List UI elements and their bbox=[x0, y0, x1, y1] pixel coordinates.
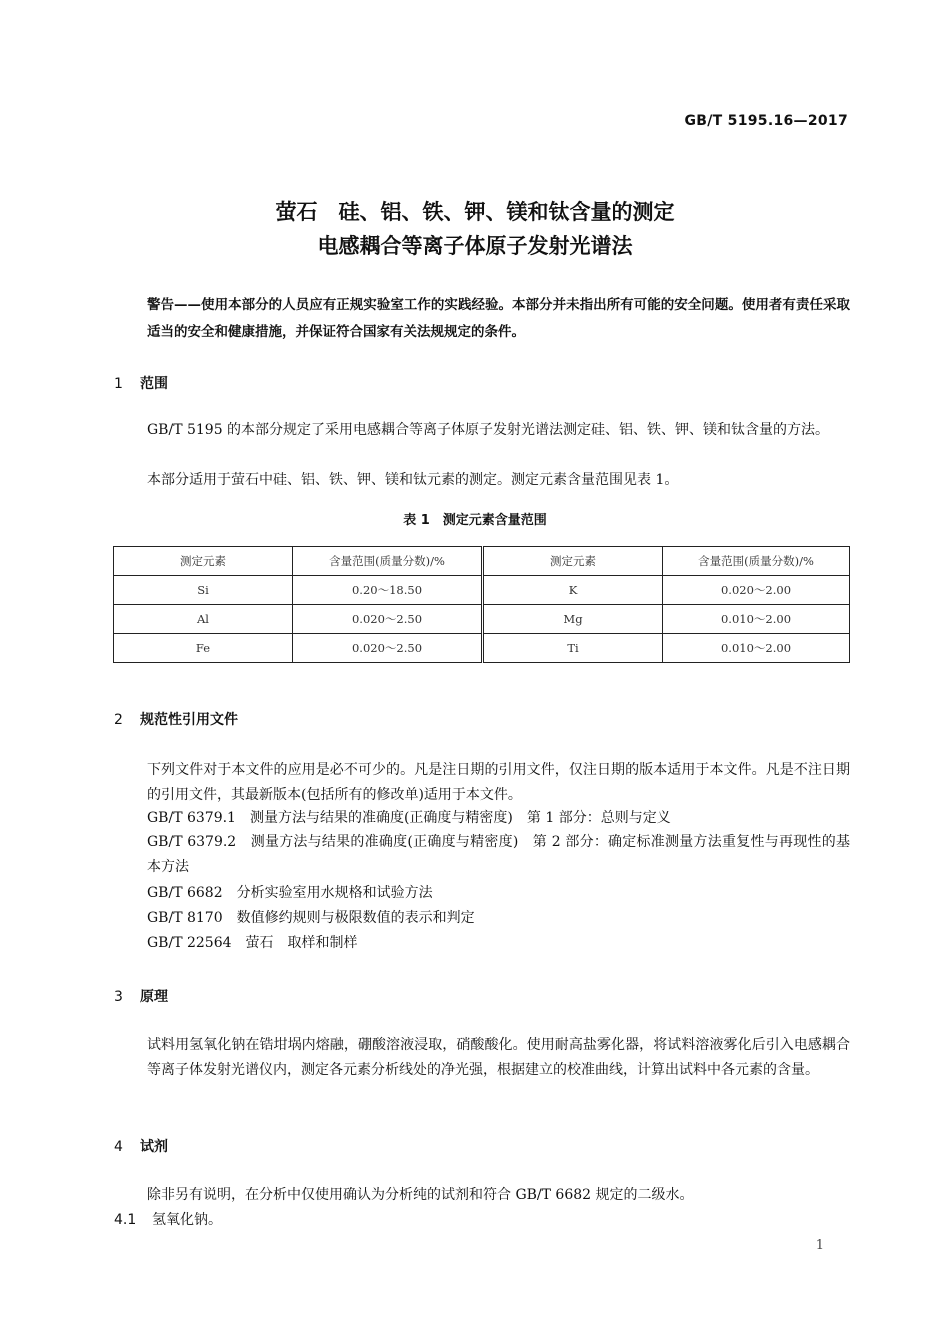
table-cell: Si bbox=[114, 576, 293, 605]
header-cell: 测定元素 bbox=[114, 547, 293, 576]
reference-item: GB/T 6379.2 测量方法与结果的准确度(正确度与精密度) 第 2 部分：确定标准测量方法重复性与再现性的基本方法 bbox=[147, 834, 850, 875]
table-cell: Mg bbox=[483, 605, 663, 634]
paragraph-text: 本部分适用于萤石中硅、铝、铁、钾、镁和钛元素的测定。测定元素含量范围见表 1。 bbox=[147, 472, 679, 488]
reference-item: GB/T 6682 分析实验室用水规格和试验方法 bbox=[147, 885, 433, 901]
table-cell: Ti bbox=[483, 634, 663, 663]
section-number: 2 bbox=[114, 712, 123, 728]
section-title: 规范性引用文件 bbox=[140, 712, 238, 728]
section-4-paragraph: 除非另有说明，在分析中仅使用确认为分析纯的试剂和符合 GB/T 6682 规定的二级水。 bbox=[147, 1187, 694, 1203]
document-title-line-1: 萤石 硅、铝、铁、钾、镁和钛含量的测定 bbox=[275, 200, 675, 224]
header-cell: 含量范围(质量分数)/% bbox=[663, 547, 850, 576]
table-cell: 0.020～2.50 bbox=[293, 605, 483, 634]
section-3-heading bbox=[114, 986, 168, 1006]
section-1-paragraph-1 bbox=[114, 418, 850, 443]
paragraph-text: 下列文件对于本文件的应用是必不可少的。凡是注日期的引用文件，仅注日期的版本适用于本文件。凡是不注日期的引用文件，其最新版本(包括所有的修改单)适用于本文件。 bbox=[147, 762, 850, 803]
section-2-intro bbox=[114, 758, 850, 808]
reference-item: GB/T 8170 数值修约规则与极限数值的表示和判定 bbox=[147, 910, 475, 926]
table-cell: 0.020～2.00 bbox=[663, 576, 850, 605]
table-row bbox=[114, 605, 850, 634]
table-cell: 0.010～2.00 bbox=[663, 605, 850, 634]
section-1-heading bbox=[114, 373, 168, 393]
clause-text: 氢氧化钠。 bbox=[152, 1212, 222, 1228]
warning-paragraph bbox=[114, 292, 850, 346]
table-cell: 0.020～2.50 bbox=[293, 634, 483, 663]
table-cell: Al bbox=[114, 605, 293, 634]
section-2-heading bbox=[114, 709, 238, 729]
section-title: 原理 bbox=[140, 989, 168, 1005]
table-row bbox=[114, 634, 850, 663]
paragraph-text: 试料用氢氧化钠在锆坩埚内熔融，硼酸溶液浸取，硝酸酸化。使用耐高盐雾化器，将试料溶液雾化后引入电感耦合等离子体发射光谱仪内，测定各元素分析线处的净光强，根据建立的校准曲线，计算出试料中各元素的含量。 bbox=[147, 1037, 850, 1078]
table-cell: 0.20～18.50 bbox=[293, 576, 483, 605]
paragraph-text: GB/T 5195 的本部分规定了采用电感耦合等离子体原子发射光谱法测定硅、铝、铁、钾、镁和钛含量的方法。 bbox=[147, 422, 830, 438]
header-cell: 测定元素 bbox=[483, 547, 663, 576]
table-cell: Fe bbox=[114, 634, 293, 663]
clause-number: 4.1 bbox=[114, 1212, 137, 1228]
table-caption: 表 1 测定元素含量范围 bbox=[403, 513, 547, 528]
section-number: 4 bbox=[114, 1139, 123, 1155]
table-cell: K bbox=[483, 576, 663, 605]
reference-item-wrapped bbox=[114, 830, 850, 880]
section-4-heading bbox=[114, 1136, 168, 1156]
element-range-table bbox=[113, 546, 850, 663]
standard-number: GB/T 5195.16—2017 bbox=[684, 113, 848, 129]
warning-text: 警告——使用本部分的人员应有正规实验室工作的实践经验。本部分并未指出所有可能的安全问题。使用者有责任采取适当的安全和健康措施，并保证符合国家有关法规规定的条件。 bbox=[147, 297, 850, 340]
section-number: 1 bbox=[114, 376, 123, 392]
section-1-paragraph-2 bbox=[114, 468, 850, 493]
section-3-paragraph bbox=[114, 1033, 850, 1083]
reference-item: GB/T 22564 萤石 取样和制样 bbox=[147, 935, 358, 951]
section-title: 试剂 bbox=[140, 1139, 168, 1155]
page-number: 1 bbox=[815, 1238, 824, 1253]
table-header-row bbox=[114, 547, 850, 576]
table-cell: 0.010～2.00 bbox=[663, 634, 850, 663]
clause-4-1 bbox=[114, 1210, 222, 1230]
reference-item: GB/T 6379.1 测量方法与结果的准确度(正确度与精密度) 第 1 部分：总则与定义 bbox=[147, 810, 671, 826]
table-row bbox=[114, 576, 850, 605]
header-cell: 含量范围(质量分数)/% bbox=[293, 547, 483, 576]
document-title-line-2: 电感耦合等离子体原子发射光谱法 bbox=[317, 234, 633, 258]
section-number: 3 bbox=[114, 989, 123, 1005]
section-title: 范围 bbox=[140, 376, 168, 392]
